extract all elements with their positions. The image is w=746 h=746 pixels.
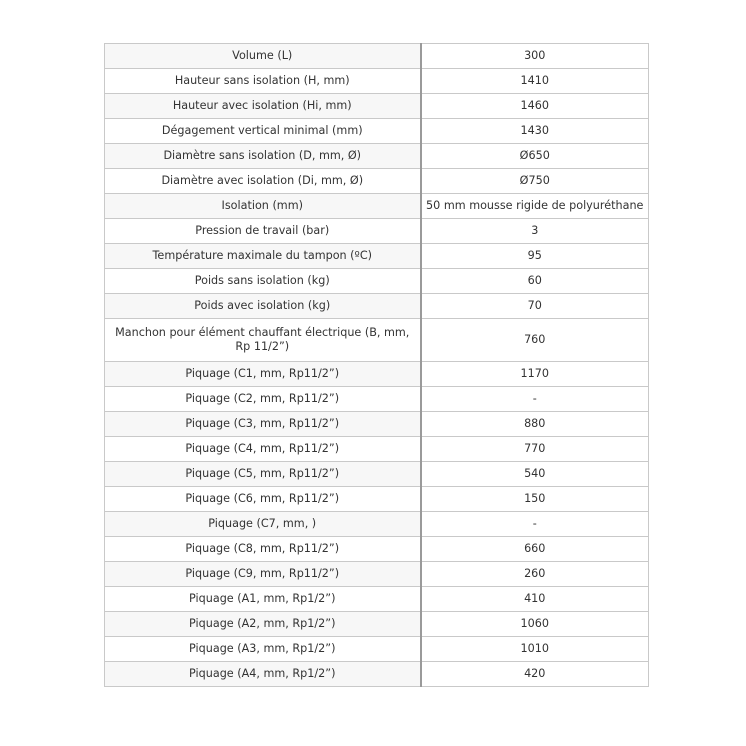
table-row: [105, 319, 649, 362]
row-value: 1460: [421, 94, 649, 119]
row-label: Hauteur avec isolation (Hi, mm): [105, 94, 421, 119]
row-value: 260: [421, 562, 649, 587]
row-value: 1410: [421, 69, 649, 94]
row-label: Piquage (A1, mm, Rp1/2”): [105, 587, 421, 612]
table-row: [105, 119, 649, 144]
row-value: 420: [421, 662, 649, 687]
row-value: 760: [421, 319, 649, 362]
row-label: Poids sans isolation (kg): [105, 269, 421, 294]
row-value: Ø750: [421, 169, 649, 194]
table-row: [105, 662, 649, 687]
table-row: [105, 587, 649, 612]
table-row: [105, 612, 649, 637]
row-label: Piquage (C2, mm, Rp11/2”): [105, 387, 421, 412]
row-value: -: [421, 387, 649, 412]
row-value: 50 mm mousse rigide de polyuréthane: [421, 194, 649, 219]
table-row: [105, 437, 649, 462]
row-value: 1170: [421, 362, 649, 387]
row-value: 1430: [421, 119, 649, 144]
table-row: [105, 219, 649, 244]
row-label: Diamètre avec isolation (Di, mm, Ø): [105, 169, 421, 194]
table-row: [105, 637, 649, 662]
row-value: 150: [421, 487, 649, 512]
row-value: 770: [421, 437, 649, 462]
row-value: 880: [421, 412, 649, 437]
row-label: Piquage (C8, mm, Rp11/2”): [105, 537, 421, 562]
row-label: Piquage (A4, mm, Rp1/2”): [105, 662, 421, 687]
row-label: Diamètre sans isolation (D, mm, Ø): [105, 144, 421, 169]
row-label: Piquage (C6, mm, Rp11/2”): [105, 487, 421, 512]
row-value: 660: [421, 537, 649, 562]
row-value: 1010: [421, 637, 649, 662]
row-label: Piquage (C4, mm, Rp11/2”): [105, 437, 421, 462]
specification-table: [104, 43, 649, 687]
row-label: Hauteur sans isolation (H, mm): [105, 69, 421, 94]
row-label: Piquage (A2, mm, Rp1/2”): [105, 612, 421, 637]
table-row: [105, 94, 649, 119]
table-row: [105, 69, 649, 94]
row-label: Piquage (A3, mm, Rp1/2”): [105, 637, 421, 662]
row-label: Piquage (C1, mm, Rp11/2”): [105, 362, 421, 387]
row-label: Poids avec isolation (kg): [105, 294, 421, 319]
row-label: Isolation (mm): [105, 194, 421, 219]
row-value: 95: [421, 244, 649, 269]
row-value: 70: [421, 294, 649, 319]
table-row: [105, 537, 649, 562]
row-value: 300: [421, 44, 649, 69]
row-label: Piquage (C5, mm, Rp11/2”): [105, 462, 421, 487]
table-row: [105, 562, 649, 587]
table-row: [105, 294, 649, 319]
table-row: [105, 44, 649, 69]
row-label: Manchon pour élément chauffant électrique (B, mm, Rp 11/2”): [105, 319, 421, 362]
table-row: [105, 144, 649, 169]
row-value: Ø650: [421, 144, 649, 169]
row-value: 540: [421, 462, 649, 487]
table-row: [105, 169, 649, 194]
row-label: Piquage (C3, mm, Rp11/2”): [105, 412, 421, 437]
table-row: [105, 462, 649, 487]
row-value: -: [421, 512, 649, 537]
row-value: 1060: [421, 612, 649, 637]
row-label: Volume (L): [105, 44, 421, 69]
specification-table-body: [105, 44, 649, 687]
table-row: [105, 362, 649, 387]
table-row: [105, 487, 649, 512]
table-row: [105, 412, 649, 437]
table-row: [105, 269, 649, 294]
table-row: [105, 244, 649, 269]
table-row: [105, 512, 649, 537]
row-value: 3: [421, 219, 649, 244]
row-label: Piquage (C7, mm, ): [105, 512, 421, 537]
table-row: [105, 387, 649, 412]
row-value: 410: [421, 587, 649, 612]
table-row: [105, 194, 649, 219]
row-label: Température maximale du tampon (ºC): [105, 244, 421, 269]
row-value: 60: [421, 269, 649, 294]
row-label: Pression de travail (bar): [105, 219, 421, 244]
row-label: Dégagement vertical minimal (mm): [105, 119, 421, 144]
row-label: Piquage (C9, mm, Rp11/2”): [105, 562, 421, 587]
